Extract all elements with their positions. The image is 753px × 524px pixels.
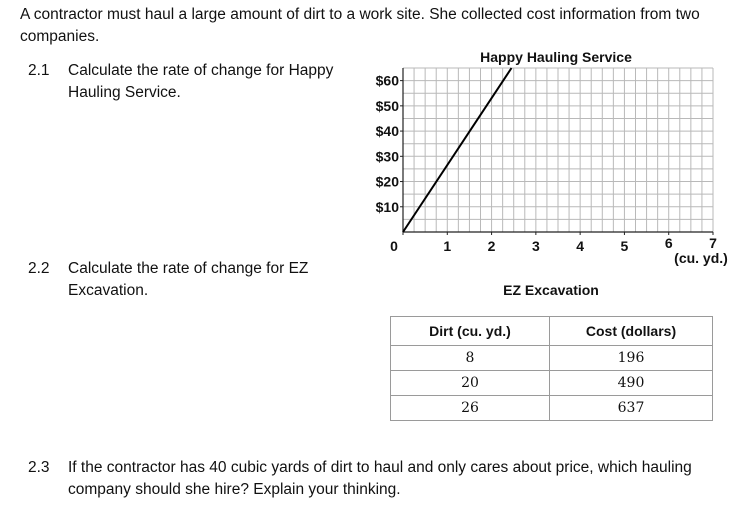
column-header-cost: Cost (dollars) [550, 317, 713, 346]
x-tick-label: 5 [620, 238, 629, 254]
question-number: 2.1 [28, 62, 50, 79]
question-text-line: Calculate the rate of change for Happy [68, 62, 334, 79]
question-number: 2.2 [28, 260, 50, 277]
question-text-line: company should she hire? Explain your thinking. [68, 481, 401, 498]
question-text-line: Calculate the rate of change for EZ [68, 260, 309, 277]
x-axis-label: (cu. yd.) [674, 250, 728, 266]
table-cell: 196 [550, 346, 713, 371]
y-tick-label: $10 [375, 198, 399, 215]
y-tick-label: $40 [375, 123, 399, 140]
table-cell: 20 [391, 371, 550, 396]
y-tick-label: $50 [375, 97, 399, 114]
x-tick-label: 7 [709, 235, 717, 251]
table-cell: 26 [391, 396, 550, 421]
question-text-line: If the contractor has 40 cubic yards of dirt to haul and only cares about price, which hauling [68, 459, 692, 476]
question-text-line: Excavation. [68, 282, 149, 299]
series-line [403, 68, 512, 232]
ez-excavation-table [390, 316, 713, 421]
table-cell: 8 [391, 346, 550, 371]
y-tick-label: $30 [375, 148, 399, 165]
x-tick-label: 0 [390, 238, 398, 254]
question-text [68, 457, 692, 501]
chart-title: Happy Hauling Service [480, 49, 632, 65]
y-tick-label: $60 [375, 72, 399, 89]
x-tick-label: 6 [664, 235, 673, 251]
table-row [391, 396, 713, 421]
table-row [391, 371, 713, 396]
x-tick-label: 4 [576, 238, 585, 254]
x-tick-label: 3 [531, 238, 540, 254]
column-header-dirt: Dirt (cu. yd.) [391, 317, 550, 346]
table-cell: 637 [550, 396, 713, 421]
table-title: EZ Excavation [503, 282, 599, 298]
x-tick-label: 1 [443, 238, 452, 254]
question-text-line: Hauling Service. [68, 84, 181, 101]
table-row [391, 346, 713, 371]
question-number: 2.3 [28, 459, 50, 476]
table-cell: 490 [550, 371, 713, 396]
table-header-row [391, 317, 713, 346]
problem-intro: A contractor must haul a large amount of dirt to a work site. She collected cost information from two companies. [20, 6, 700, 45]
y-tick-label: $20 [375, 173, 399, 190]
x-tick-label: 2 [487, 238, 496, 254]
